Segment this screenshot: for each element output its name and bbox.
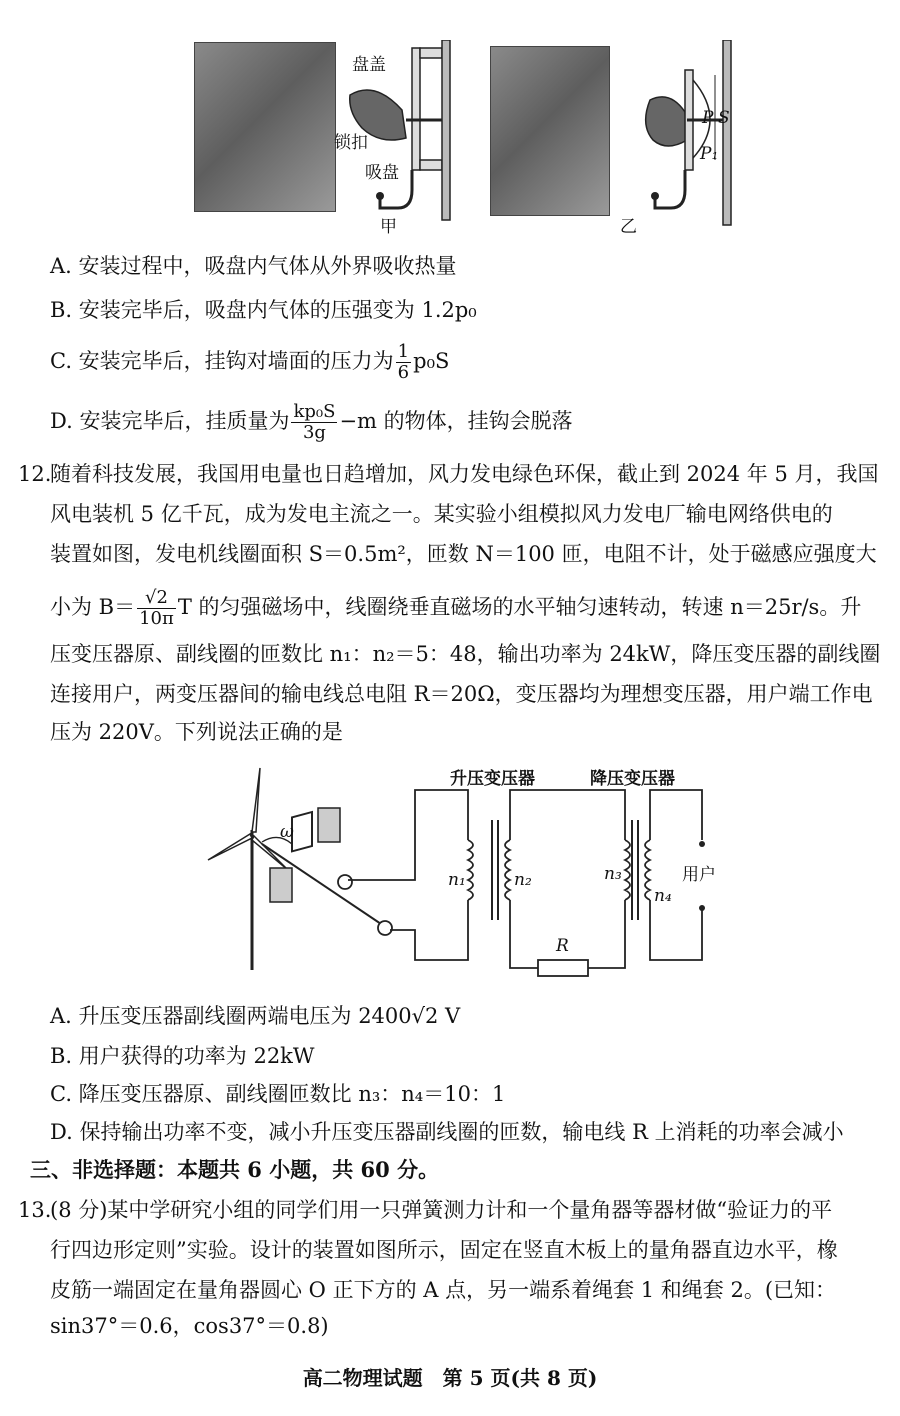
q13-line-2: 行四边形定则”实验。设计的装置如图所示，固定在竖直木板上的量角器直边水平，橡 <box>50 1238 838 1262</box>
q12-b-frac <box>137 588 176 629</box>
q11-option-d-num: kp₀S <box>293 401 336 422</box>
figure-suction-hook <box>190 40 750 235</box>
resistor-label: R <box>556 936 569 956</box>
label-yi: 乙 <box>620 217 637 237</box>
photo-yi <box>490 46 610 216</box>
q13-line-1: (8 分)某中学研究小组的同学们用一只弹簧测力计和一个量角器等器材做“验证力的平 <box>50 1198 833 1222</box>
q11-option-d-post: −m 的物体，挂钩会脱落 <box>339 409 573 433</box>
n4-label: n₄ <box>654 886 672 906</box>
q11-option-c-post: p₀S <box>413 349 450 373</box>
q12-line-2: 风电装机 5 亿千瓦，成为发电主流之一。某实验小组模拟风力发电厂输电网络供电的 <box>50 502 833 526</box>
step-down-label: 降压变压器 <box>590 769 675 789</box>
label-pan-gai: 盘盖 <box>352 55 386 75</box>
q12-line-4-pre: 小为 B＝ <box>50 595 136 619</box>
q12-option-a: A. 升压变压器副线圈两端电压为 2400√2 V <box>50 1004 461 1028</box>
q12-number: 12. <box>18 462 52 486</box>
q11-option-d-frac <box>291 402 337 443</box>
q12-line-1: 随着科技发展，我国用电量也日趋增加，风力发电绿色环保，截止到 2024 年 5 月，我国 <box>50 462 879 486</box>
n1-label: n₁ <box>448 870 466 890</box>
q11-option-d <box>50 402 573 443</box>
q13-number: 13. <box>18 1198 52 1222</box>
q11-option-c-den: 6 <box>397 362 410 383</box>
label-suo-kou: 锁扣 <box>334 133 368 153</box>
diagram-yi-icon <box>615 40 750 230</box>
q13-line-4: sin37°＝0.6，cos37°＝0.8) <box>50 1314 329 1338</box>
q12-line-3: 装置如图，发电机线圈面积 S＝0.5m²，匝数 N＝100 匝，电阻不计，处于磁感应强度大 <box>50 542 877 566</box>
q12-line-7: 压为 220V。下列说法正确的是 <box>50 720 343 744</box>
q11-option-c <box>50 342 449 383</box>
q11-option-b: B. 安装完毕后，吸盘内气体的压强变为 1.2p₀ <box>50 298 477 322</box>
n2-label: n₂ <box>514 870 532 890</box>
label-xi-pan: 吸盘 <box>365 163 399 183</box>
section-3-heading: 三、非选择题：本题共 6 小题，共 60 分。 <box>30 1157 440 1182</box>
q13-line-3: 皮筋一端固定在量角器圆心 O 正下方的 A 点，另一端系着绳套 1 和绳套 2。(已知： <box>50 1278 837 1302</box>
n3-label: n₃ <box>604 864 622 884</box>
step-up-label: 升压变压器 <box>450 769 535 789</box>
q12-line-4 <box>50 588 861 629</box>
q11-option-d-pre: D. 安装完毕后，挂质量为 <box>50 409 290 433</box>
q11-option-c-frac <box>396 342 411 383</box>
q12-line-6: 连接用户，两变压器间的输电线总电阻 R＝20Ω，变压器均为理想变压器，用户端工作电 <box>50 682 873 706</box>
q12-b-den: 10π <box>139 608 174 629</box>
q12-option-c: C. 降压变压器原、副线圈匝数比 n₃：n₄＝10：1 <box>50 1082 506 1106</box>
q12-b-num: √2 <box>137 588 176 609</box>
q11-option-d-den: 3g <box>302 422 326 443</box>
circuit-diagram <box>200 760 760 990</box>
label-jia: 甲 <box>380 217 397 237</box>
q12-line-5: 压变压器原、副线圈的匝数比 n₁：n₂＝5：48，输出功率为 24kW，降压变压器的副线圈 <box>50 642 881 666</box>
q11-option-c-num: 1 <box>397 341 410 362</box>
omega-label: ω <box>280 822 294 842</box>
page-footer: 高二物理试题 第 5 页(共 8 页) <box>302 1366 598 1390</box>
label-p1: P₁ <box>700 144 719 164</box>
circuit-wiring-icon <box>200 760 760 990</box>
q12-option-d: D. 保持输出功率不变，减小升压变压器副线圈的匝数，输电线 R 上消耗的功率会减小 <box>50 1120 844 1144</box>
label-s: S <box>718 108 730 128</box>
q11-option-c-pre: C. 安装完毕后，挂钩对墙面的压力为 <box>50 349 394 373</box>
q11-option-a: A. 安装过程中，吸盘内气体从外界吸收热量 <box>50 254 457 278</box>
q12-line-4-post: T 的匀强磁场中，线圈绕垂直磁场的水平轴匀速转动，转速 n＝25r/s。升 <box>177 595 862 619</box>
user-label: 用户 <box>682 865 716 885</box>
label-p: P <box>702 108 714 128</box>
q12-option-b: B. 用户获得的功率为 22kW <box>50 1044 315 1068</box>
photo-jia <box>194 42 336 212</box>
